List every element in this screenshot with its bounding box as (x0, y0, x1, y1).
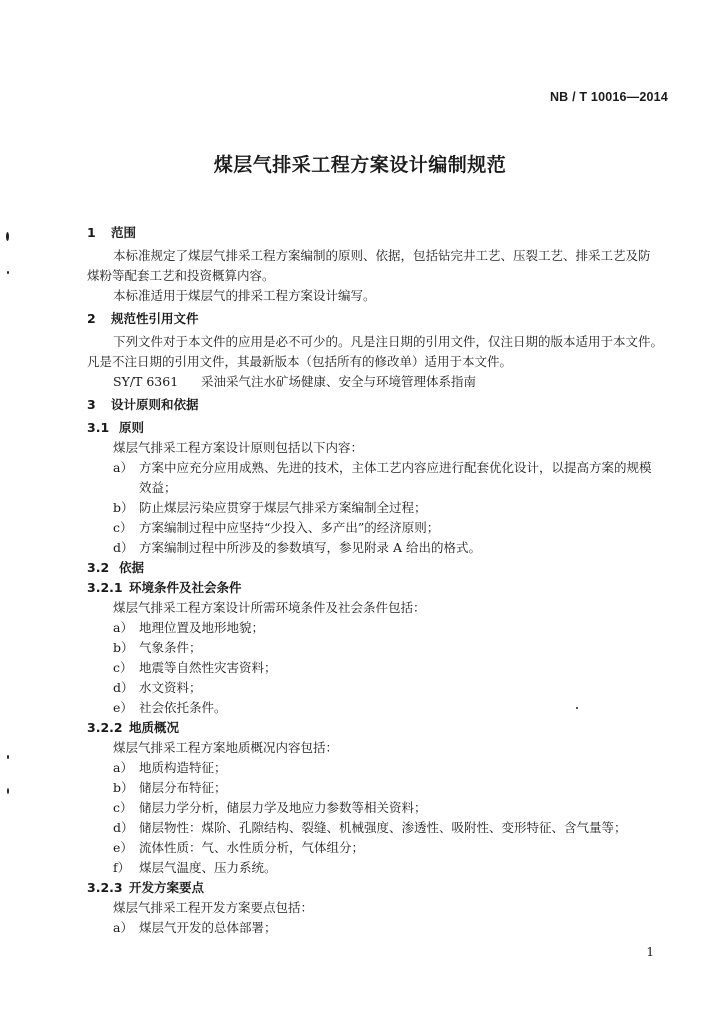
list-item: e） 社会依托条件。 (113, 700, 227, 715)
section-3-2-1-intro: 煤层气排采工程方案设计所需环境条件及社会条件包括： (113, 600, 426, 615)
list-item: a） 地理位置及地形地貌； (113, 620, 265, 635)
scan-speck (6, 232, 9, 241)
section-1-paragraph-1: 本标准规定了煤层气排采工程方案编制的原则、依据，包括钻完井工艺、压裂工艺、排采工艺及防 (113, 248, 651, 263)
scan-speck (7, 271, 9, 274)
list-item: a） 方案中应充分应用成熟、先进的技术，主体工艺内容应进行配套优化设计，以提高方案的规模 效益； (113, 460, 652, 495)
document-body (87, 220, 677, 938)
scan-speck (7, 788, 9, 794)
document-title: 煤层气排采工程方案设计编制规范 (213, 154, 507, 176)
scan-speck (7, 755, 9, 759)
section-3-2-heading: 3.2 依据 (87, 560, 145, 575)
scan-speck (576, 707, 578, 709)
section-3-heading: 3 设计原则和依据 (87, 397, 199, 412)
list-item: b） 储层分布特征； (113, 780, 227, 795)
list-item: a） 地质构造特征； (113, 760, 227, 775)
section-1-paragraph-1-cont: 煤粉等配套工艺和投资概算内容。 (87, 268, 275, 283)
section-3-2-1-heading: 3.2.1 环境条件及社会条件 (87, 580, 242, 595)
reference-title: 采油采气注水矿场健康、安全与环境管理体系指南 (201, 374, 477, 389)
list-item: d） 水文资料； (113, 680, 202, 695)
section-2-heading: 2 规范性引用文件 (87, 311, 199, 326)
list-item: c） 储层力学分析，储层力学及地应力参数等相关资料； (113, 800, 427, 815)
list-item: c） 方案编制过程中应坚持“少投入、多产出”的经济原则； (113, 520, 440, 535)
list-item: e） 流体性质：气、水性质分析，气体组分； (113, 840, 365, 855)
section-3-1-heading: 3.1 原则 (87, 420, 145, 435)
section-3-2-2-heading: 3.2.2 地质概况 (87, 720, 180, 735)
section-1-paragraph-2: 本标准适用于煤层气的排采工程方案设计编写。 (113, 288, 376, 303)
section-3-1-intro: 煤层气排采工程方案设计原则包括以下内容： (113, 440, 364, 455)
page-number: 1 (646, 945, 654, 959)
normative-reference (87, 372, 677, 392)
list-item: f） 煤层气温度、压力系统。 (113, 860, 277, 875)
section-1-heading: 1 范围 (87, 225, 137, 240)
section-3-2-3-intro: 煤层气排采工程开发方案要点包括： (113, 900, 314, 915)
list-item: a） 煤层气开发的总体部署； (113, 920, 277, 935)
list-item: b） 防止煤层污染应贯穿于煤层气排采方案编制全过程； (113, 500, 427, 515)
list-item: d） 方案编制过程中所涉及的参数填写，参见附录 A 给出的格式。 (113, 540, 481, 555)
section-3-2-2-intro: 煤层气排采工程方案地质概况内容包括： (113, 740, 339, 755)
reference-code: SY/T 6361 (113, 374, 179, 389)
list-item: c） 地震等自然性灾害资料； (113, 660, 277, 675)
section-3-2-3-heading: 3.2.3 开发方案要点 (87, 880, 205, 895)
list-item: b） 气象条件； (113, 640, 202, 655)
section-2-paragraph-1-cont: 凡是不注日期的引用文件，其最新版本（包括所有的修改单）适用于本文件。 (87, 354, 513, 369)
list-item: d） 储层物性：煤阶、孔隙结构、裂缝、机械强度、渗透性、吸附性、变形特征、含气量等； (113, 820, 627, 835)
section-2-paragraph-1: 下列文件对于本文件的应用是必不可少的。凡是注日期的引用文件，仅注日期的版本适用于本文件。 (113, 334, 664, 349)
standard-code: NB / T 10016—2014 (549, 90, 668, 104)
